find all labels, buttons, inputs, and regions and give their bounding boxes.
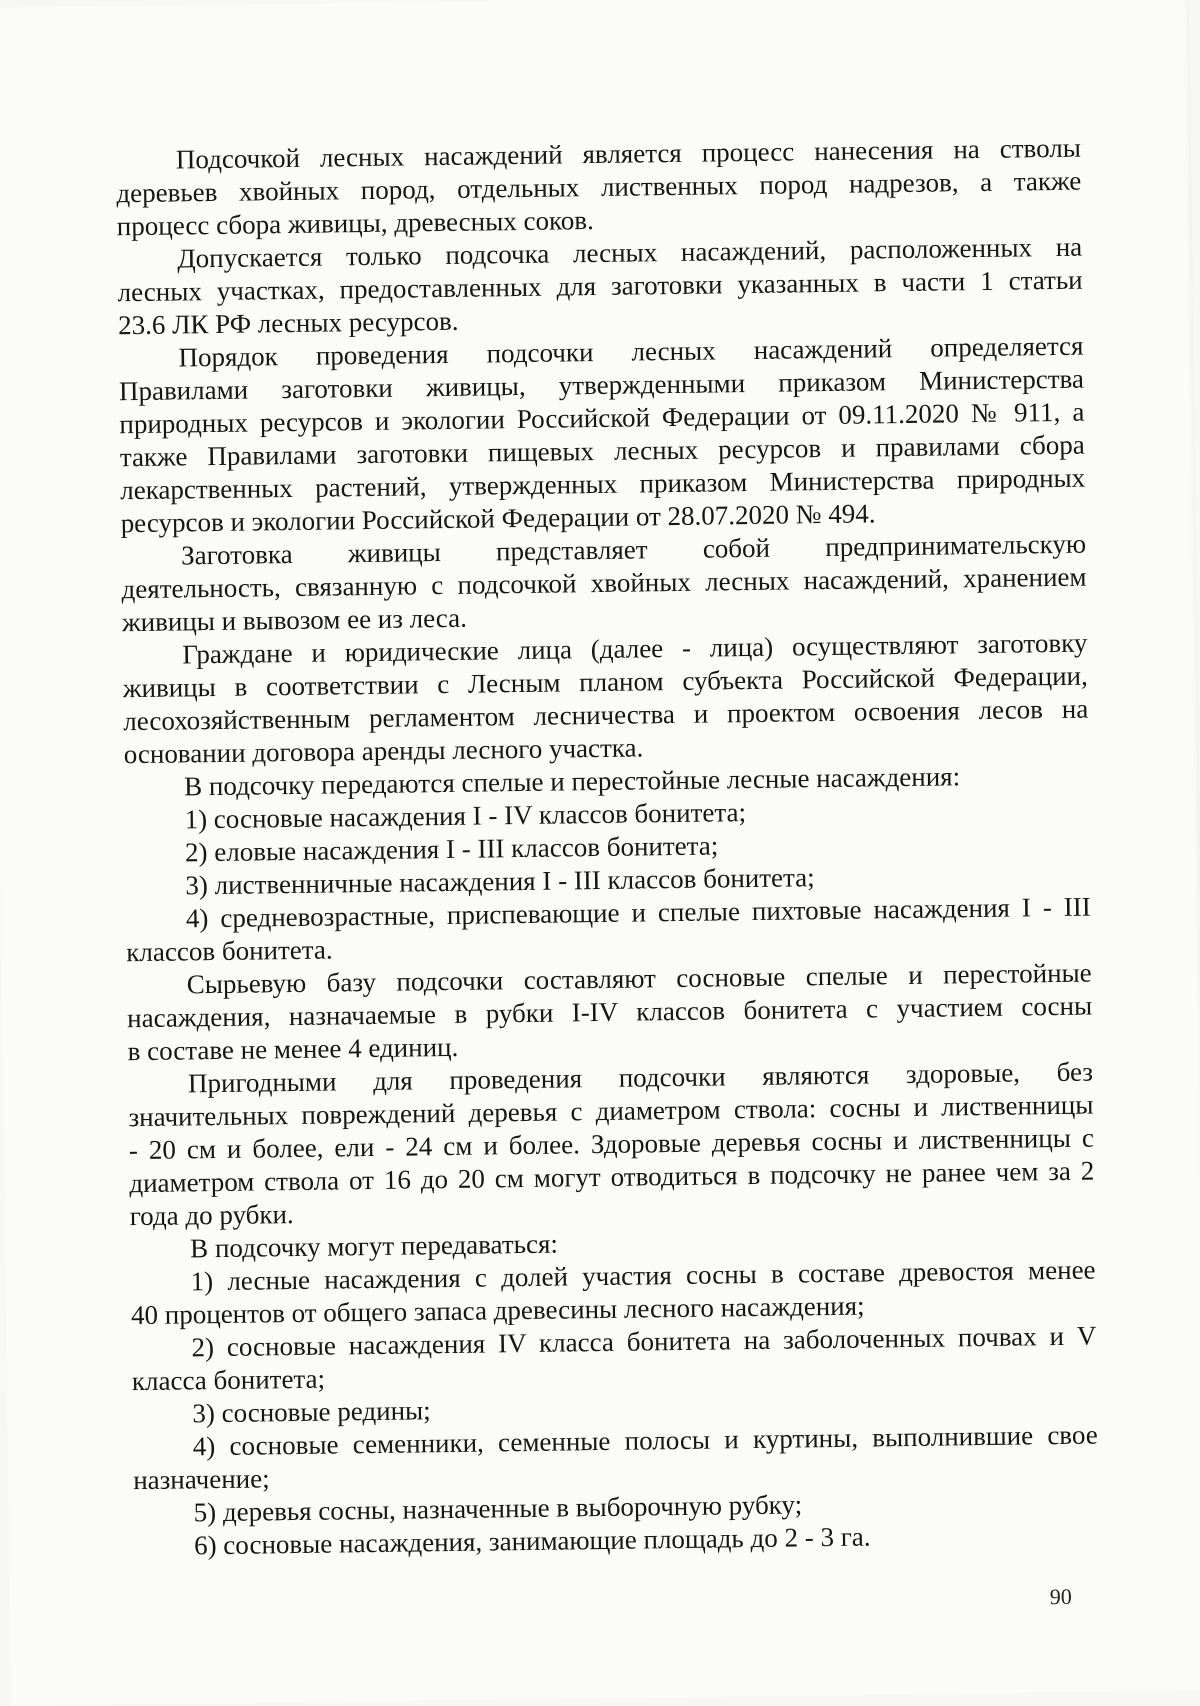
text-line: природных ресурсов и экологии Российской Федерации от 09.11.2020 № 911, а [119,396,1085,440]
text-line: Порядок проведения подсочки лесных насаждений определяется [178,330,1084,373]
text-line: процесс сбора живицы, древесных соков. [116,205,594,242]
text-line: назначение; [133,1463,270,1496]
text-line: 1) лесные насаждения с долей участия сосны в составе древостоя менее [190,1254,1096,1297]
text-line: деревьев хвойных пород, отдельных лиственных пород надрезов, а также [116,165,1082,209]
text-line: Пригодными для проведения подсочки являются здоровые, без [187,1056,1094,1099]
text-line: основании договора аренды лесного участка. [123,732,644,770]
text-line: - 20 см и более, ели - 24 см и более. Здоровые деревья сосны и лиственницы с [128,1122,1095,1166]
text-line: диаметром ствола от 16 до 20 см могут отводиться в подсочку не ранее чем за 2 [129,1155,1095,1199]
text-line: 2) сосновые насаждения IV класса бонитета на заболоченных почвах и V [191,1320,1097,1363]
text-line: лесохозяйственным регламентом лесничества и проектом освоения лесов на [123,693,1089,737]
text-line: Правилами заготовки живицы, утвержденными приказом Министерства [118,363,1085,407]
text-line: 1) сосновые насаждения I - IV классов бонитета; [184,797,747,835]
text-line: также Правилами заготовки пищевых лесных ресурсов и правилами сбора [119,429,1085,473]
text-line: 4) средневозрастные, приспевающие и спелые пихтовые насаждения I - III [185,891,1091,934]
text-line: 3) сосновые редины; [192,1395,431,1429]
text-line: живицы и вывозом ее из леса. [121,602,468,638]
body-text [116,132,1099,1564]
text-line: в составе не менее 4 единиц. [127,1031,459,1067]
text-line: 3) лиственничные насаждения I - III классов бонитета; [185,862,815,901]
text-line: 5) деревья сосны, назначенные в выборочную рубку; [193,1489,803,1528]
text-line: Сырьевую базу подсочки составляют сосновые спелые и перестойные [186,957,1092,1000]
text-line: В подсочку передаются спелые и перестойные лесные насаждения: [183,761,961,802]
text-line: класса бонитета; [131,1363,326,1397]
text-line: 40 процентов от общего запаса древесины лесного насаждения; [130,1290,865,1331]
text-line: насаждения, назначаемые в рубки I-IV классов бонитета с участием сосны [126,990,1093,1034]
text-line: лекарственных растений, утвержденных приказом Министерства природных [120,462,1086,506]
text-line: 2) еловые насаждения I - III классов бонитета; [184,830,719,868]
page-number: 90 [1049,1583,1072,1610]
text-line: ресурсов и экологии Российской Федерации от 28.07.2020 № 494. [120,498,876,539]
text-line: деятельность, связанную с подсочкой хвойных лесных насаждений, хранением [121,561,1087,605]
text-line: Граждане и юридические лица (далее - лица) осуществляют заготовку [182,627,1088,670]
text-line: живицы в соответствии с Лесным планом субъекта Российской Федерации, [122,660,1088,704]
text-line: Допускается только подсочка лесных насаждений, расположенных на [177,231,1083,274]
text-line: классов бонитета. [126,934,333,968]
text-line: 6) сосновые насаждения, занимающие площадь до 2 - 3 га. [193,1521,871,1561]
text-line: года до рубки. [129,1199,294,1232]
text-line: Подсочкой лесных насаждений является процесс нанесения на стволы [175,132,1082,175]
text-line: лесных участках, предоставленных для заготовки указанных в части 1 статьи [117,264,1083,308]
text-line: 23.6 ЛК РФ лесных ресурсов. [117,305,459,341]
text-line: Заготовка живицы представляет собой предпринимательскую [180,528,1087,571]
text-line: 4) сосновые семенники, семенные полосы и куртины, выполнившие свое [192,1419,1098,1462]
scan-edge [1183,0,1200,1690]
text-line: значительных повреждений деревья с диаметром ствола: сосны и лиственницы [128,1089,1094,1133]
text-line: В подсочку могут передаваться: [189,1228,559,1264]
